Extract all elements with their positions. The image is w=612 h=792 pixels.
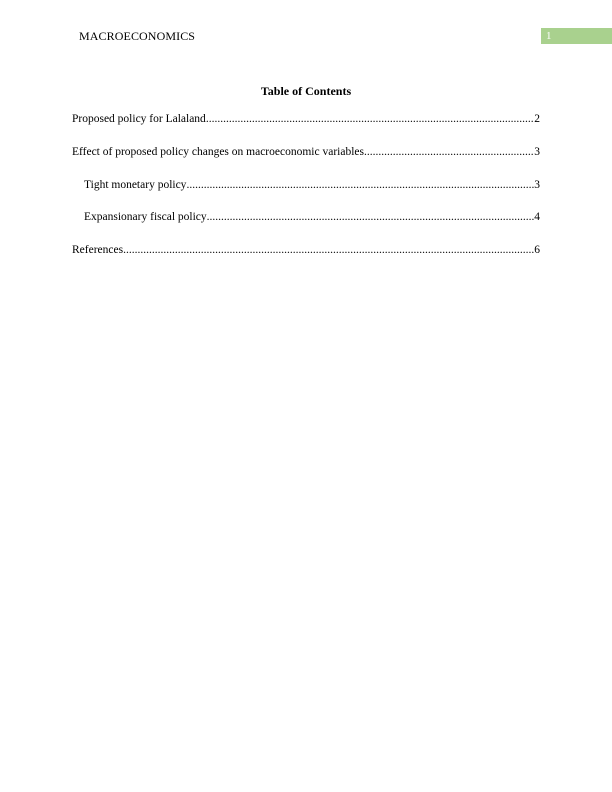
toc-dot-leader [207, 210, 535, 224]
toc-entry-proposed-policy[interactable] [72, 112, 540, 126]
toc-entry-label: Tight monetary policy [84, 179, 187, 191]
toc-entry-tight-monetary[interactable] [84, 178, 540, 192]
toc-entry-label: Proposed policy for Lalaland [72, 113, 206, 125]
toc-title: Table of Contents [260, 84, 352, 98]
toc-entry-page: 4 [534, 211, 540, 223]
toc-dot-leader [186, 178, 534, 192]
running-head: MACROECONOMICS [79, 29, 196, 43]
toc-entry-effect-of-policy[interactable] [72, 145, 540, 159]
toc-entry-references[interactable] [72, 243, 540, 257]
toc-dot-leader [206, 112, 534, 126]
toc-entry-label: Expansionary fiscal policy [84, 211, 207, 223]
toc-entry-label: References [72, 244, 124, 256]
toc-entry-expansionary-fiscal[interactable] [84, 210, 540, 224]
toc-dot-leader [123, 243, 534, 257]
toc-entry-page: 2 [534, 113, 540, 125]
toc-entry-page: 3 [534, 146, 540, 158]
toc-entry-page: 3 [534, 179, 540, 191]
toc-dot-leader [364, 145, 534, 159]
toc-entry-page: 6 [534, 244, 540, 256]
toc-entry-label: Effect of proposed policy changes on macroeconomic variables [72, 146, 364, 158]
page-number: 1 [541, 28, 612, 44]
